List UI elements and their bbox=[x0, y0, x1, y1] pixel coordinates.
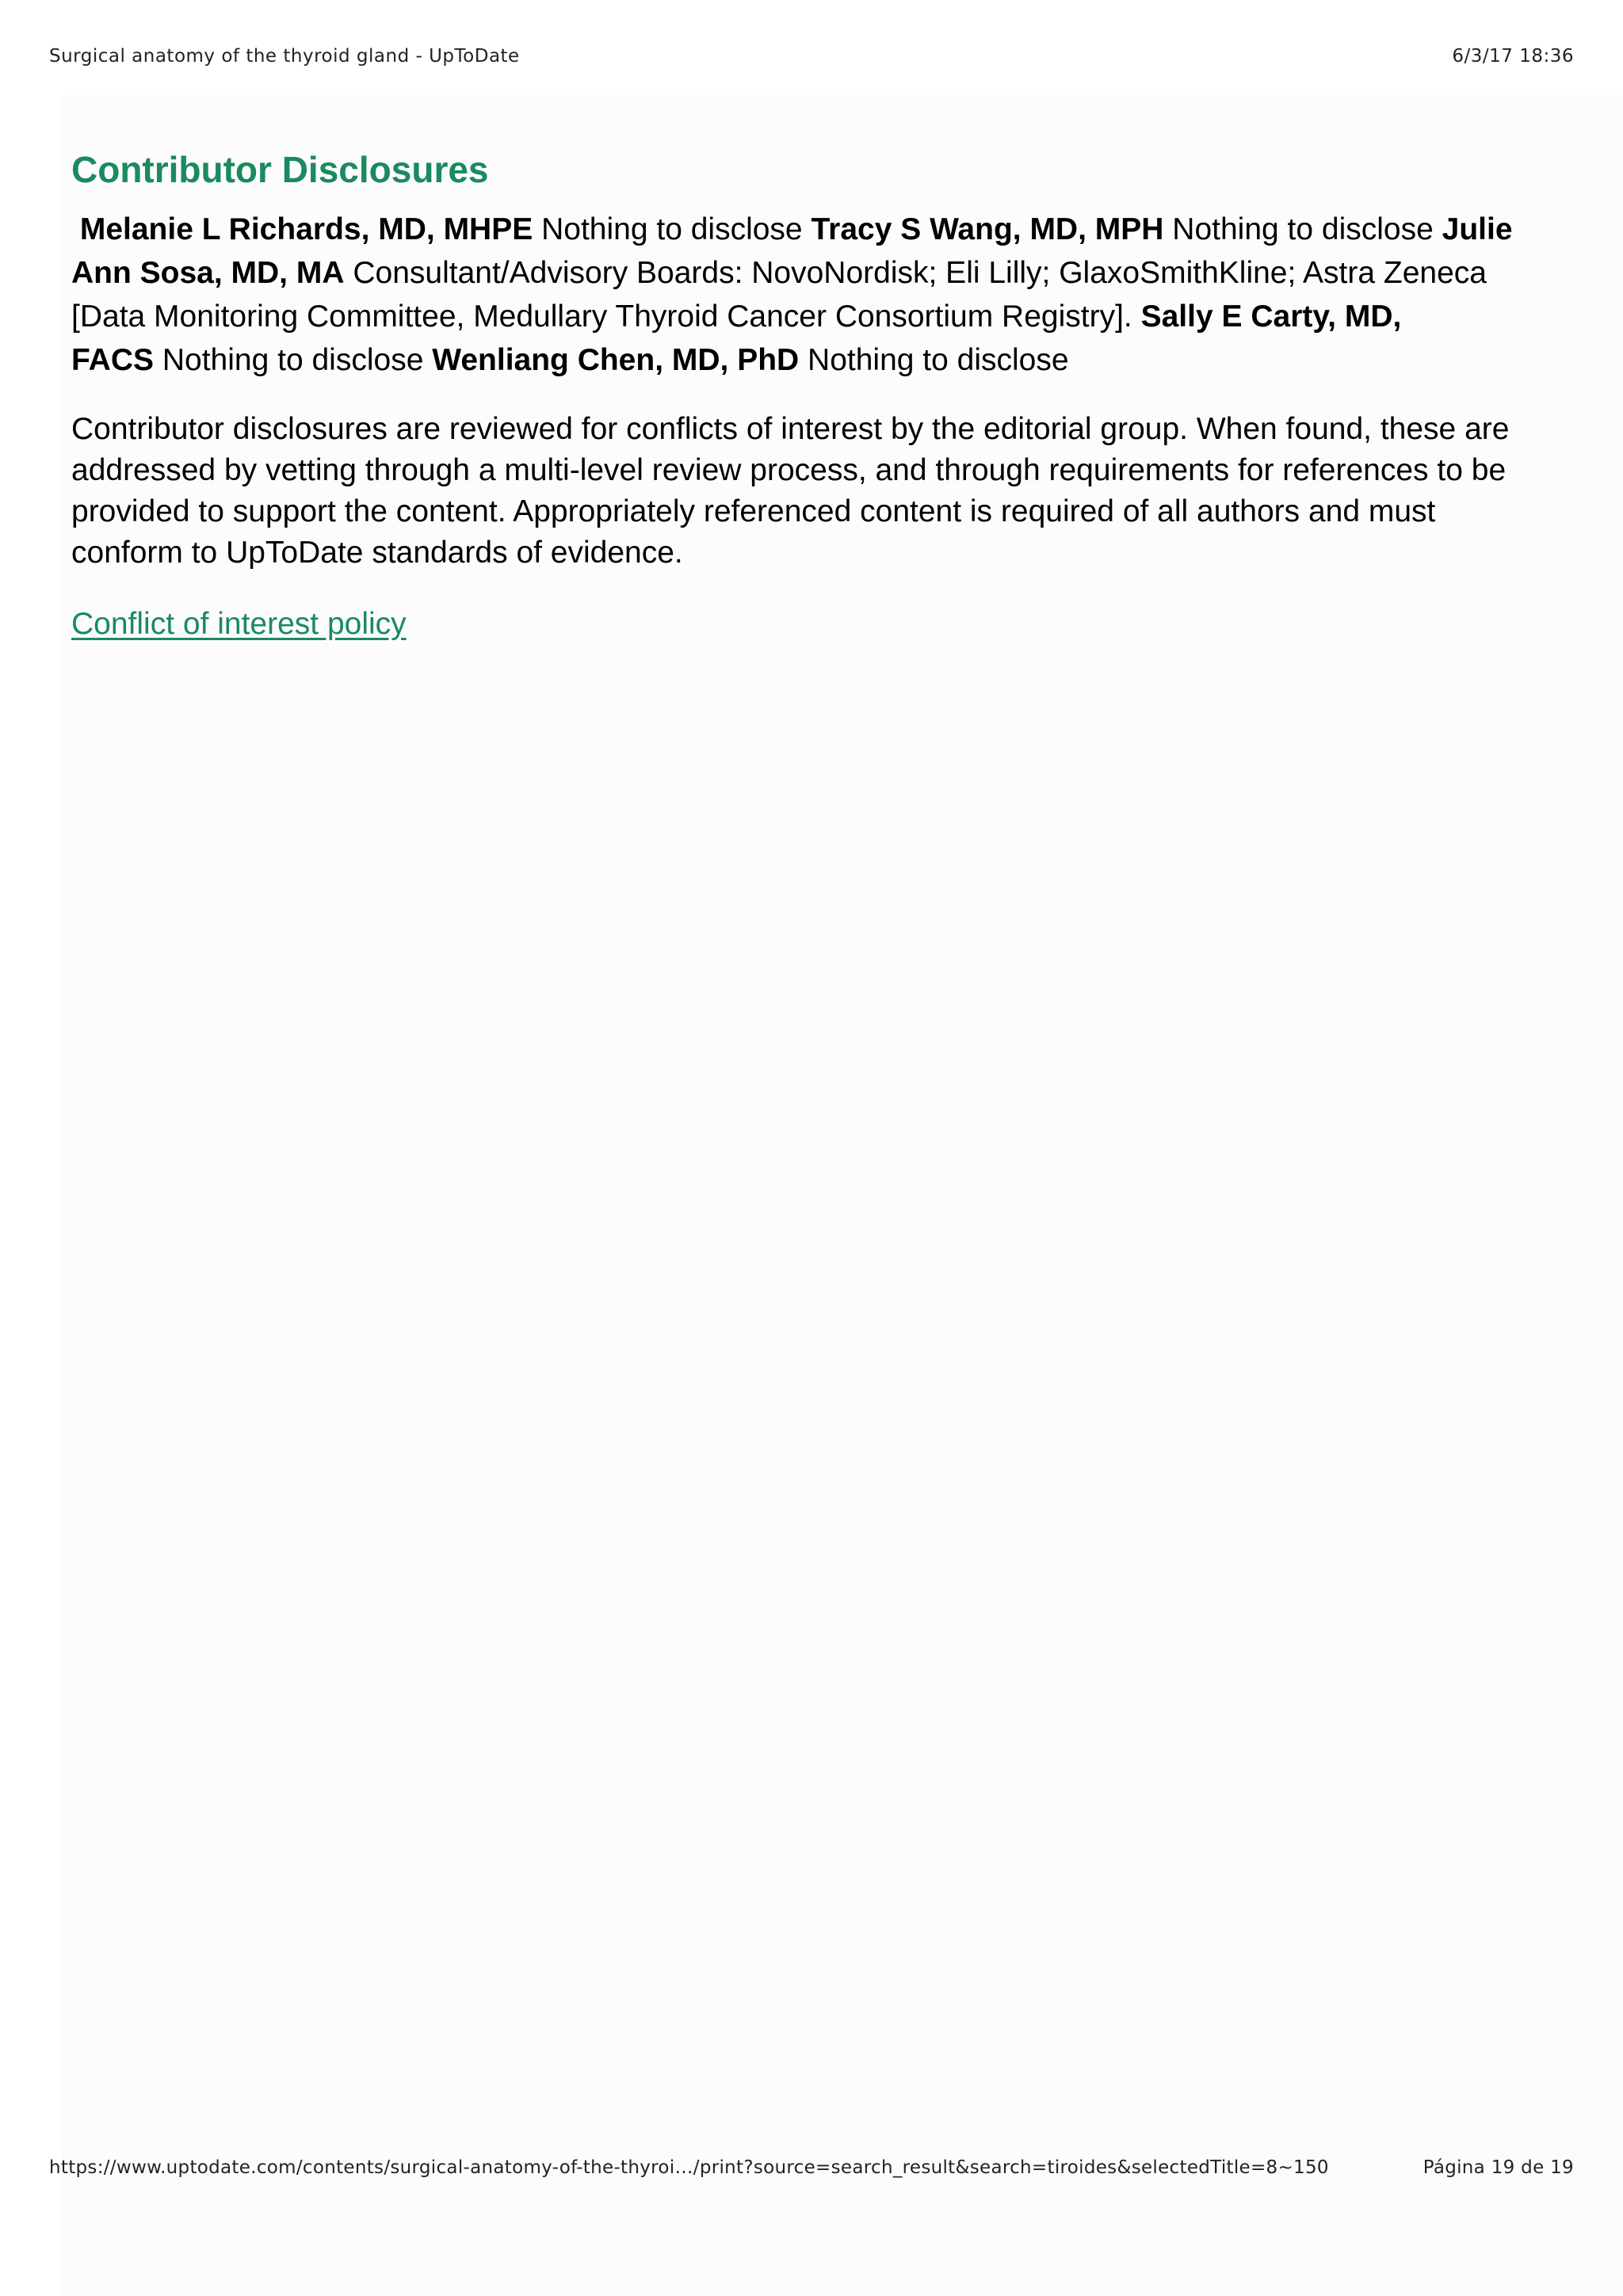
contributor-name: Julie Ann Sosa, MD, MA bbox=[71, 212, 1513, 290]
main-content bbox=[71, 143, 1553, 645]
conflict-of-interest-policy-link[interactable]: Conflict of interest policy bbox=[71, 607, 407, 641]
contributor-disclosure: Nothing to disclose bbox=[808, 343, 1069, 377]
print-footer-page-number: Página 19 de 19 bbox=[1423, 2157, 1574, 2178]
contributor-disclosure: Nothing to disclose bbox=[1172, 212, 1434, 246]
contributor-disclosure: Consultant/Advisory Boards: NovoNordisk; Eli Lilly; GlaxoSmithKline; Astra Zeneca [Data Monitoring Committee, Medullary Thyroid Cancer Consortium Registry]. bbox=[71, 256, 1487, 334]
disclosures-list bbox=[71, 208, 1553, 382]
print-header-datetime: 6/3/17 18:36 bbox=[1452, 46, 1574, 67]
contributor-name: Melanie L Richards, MD, MHPE bbox=[79, 212, 533, 246]
section-title: Contributor Disclosures bbox=[71, 149, 489, 190]
contributor-disclosure: Nothing to disclose bbox=[541, 212, 803, 246]
contributor-name: Tracy S Wang, MD, MPH bbox=[811, 212, 1164, 246]
disclosure-policy-paragraph: Contributor disclosures are reviewed for conflicts of interest by the editorial group. When found, these are addressed by vetting through a multi-level review process, and through requirements for references to be provided to support the content. Appropriately referenced content is required of all authors and must conform to UpToDate standards of evidence. bbox=[71, 412, 1510, 570]
contributor-disclosure: Nothing to disclose bbox=[162, 343, 424, 377]
print-header-title: Surgical anatomy of the thyroid gland - UpToDate bbox=[49, 46, 520, 67]
print-header bbox=[49, 46, 1574, 73]
print-footer-url: https://www.uptodate.com/contents/surgical-anatomy-of-the-thyroi…/print?source=search_result&search=tiroides&selectedTitle=8~150 bbox=[49, 2157, 1329, 2178]
print-footer bbox=[49, 2157, 1574, 2184]
contributor-name: Sally E Carty, MD, FACS bbox=[71, 299, 1402, 377]
contributor-name: Wenliang Chen, MD, PhD bbox=[432, 343, 800, 377]
